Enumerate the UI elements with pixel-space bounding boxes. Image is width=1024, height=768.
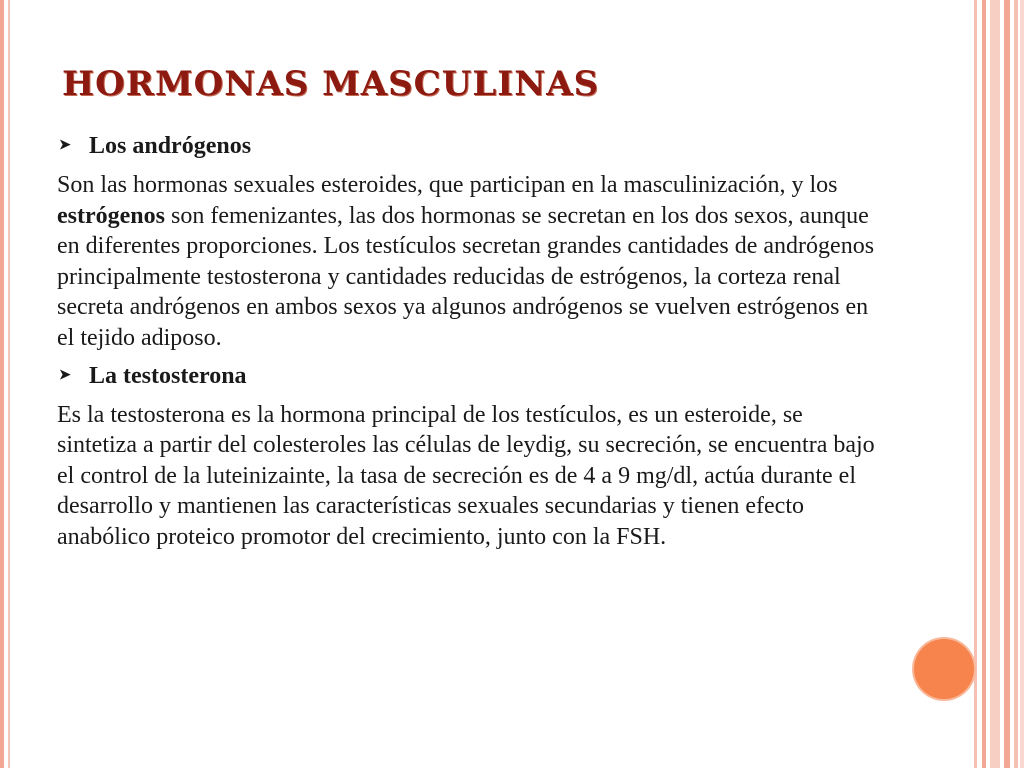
bullet-heading-text: La testosterona	[89, 362, 247, 389]
paragraph-text: son femenizantes, las dos hormonas se secretan en los dos sexos, aunque en diferentes proporciones. Los testículos secretan grandes cantidades de andrógenos principalmente testosterona y cantidades reducidas de estrógenos, la corteza renal secreta andrógenos en ambos sexos ya algunos andrógenos se vuelven estrógenos en el tejido adiposo.	[57, 202, 875, 351]
paragraph-testosterone: Es la testosterona es la hormona principal de los testículos, es un esteroide, se sintetiza a partir del colesteroles las células de leydig, su secreción, se encuentra bajo el control de la luteinizainte, la tasa de secreción es de 4 a 9 mg/dl, actúa durante el desarrollo y mantienen las características sexuales secundarias y tienen efecto anabólico proteico promotor del crecimiento, junto con la FSH.	[57, 401, 875, 550]
arrowhead-bullet-icon: ➤	[59, 367, 71, 383]
stripe	[1004, 0, 1010, 768]
bullet-heading-testosterone	[57, 360, 887, 392]
slide-content	[57, 130, 887, 559]
slide-title: HORMONAS MASCULINAS	[62, 64, 600, 104]
arrowhead-bullet-icon: ➤	[59, 138, 71, 153]
right-stripes-decoration	[974, 0, 1024, 768]
left-border-inner-decoration	[8, 0, 10, 768]
stripe	[990, 0, 1000, 768]
stripe	[1014, 0, 1018, 768]
paragraph-androgens	[57, 170, 887, 354]
bold-term: estrógenos	[57, 202, 165, 229]
stripe	[974, 0, 977, 768]
bullet-heading-androgens	[57, 130, 887, 162]
stripe	[982, 0, 986, 768]
decorative-circle	[914, 639, 974, 699]
left-border-decoration	[0, 0, 4, 768]
stripe	[1020, 0, 1024, 768]
bullet-heading-text: Los andrógenos	[89, 133, 252, 159]
paragraph-text: Son las hormonas sexuales esteroides, que participan en la masculinización, y los	[57, 172, 838, 198]
